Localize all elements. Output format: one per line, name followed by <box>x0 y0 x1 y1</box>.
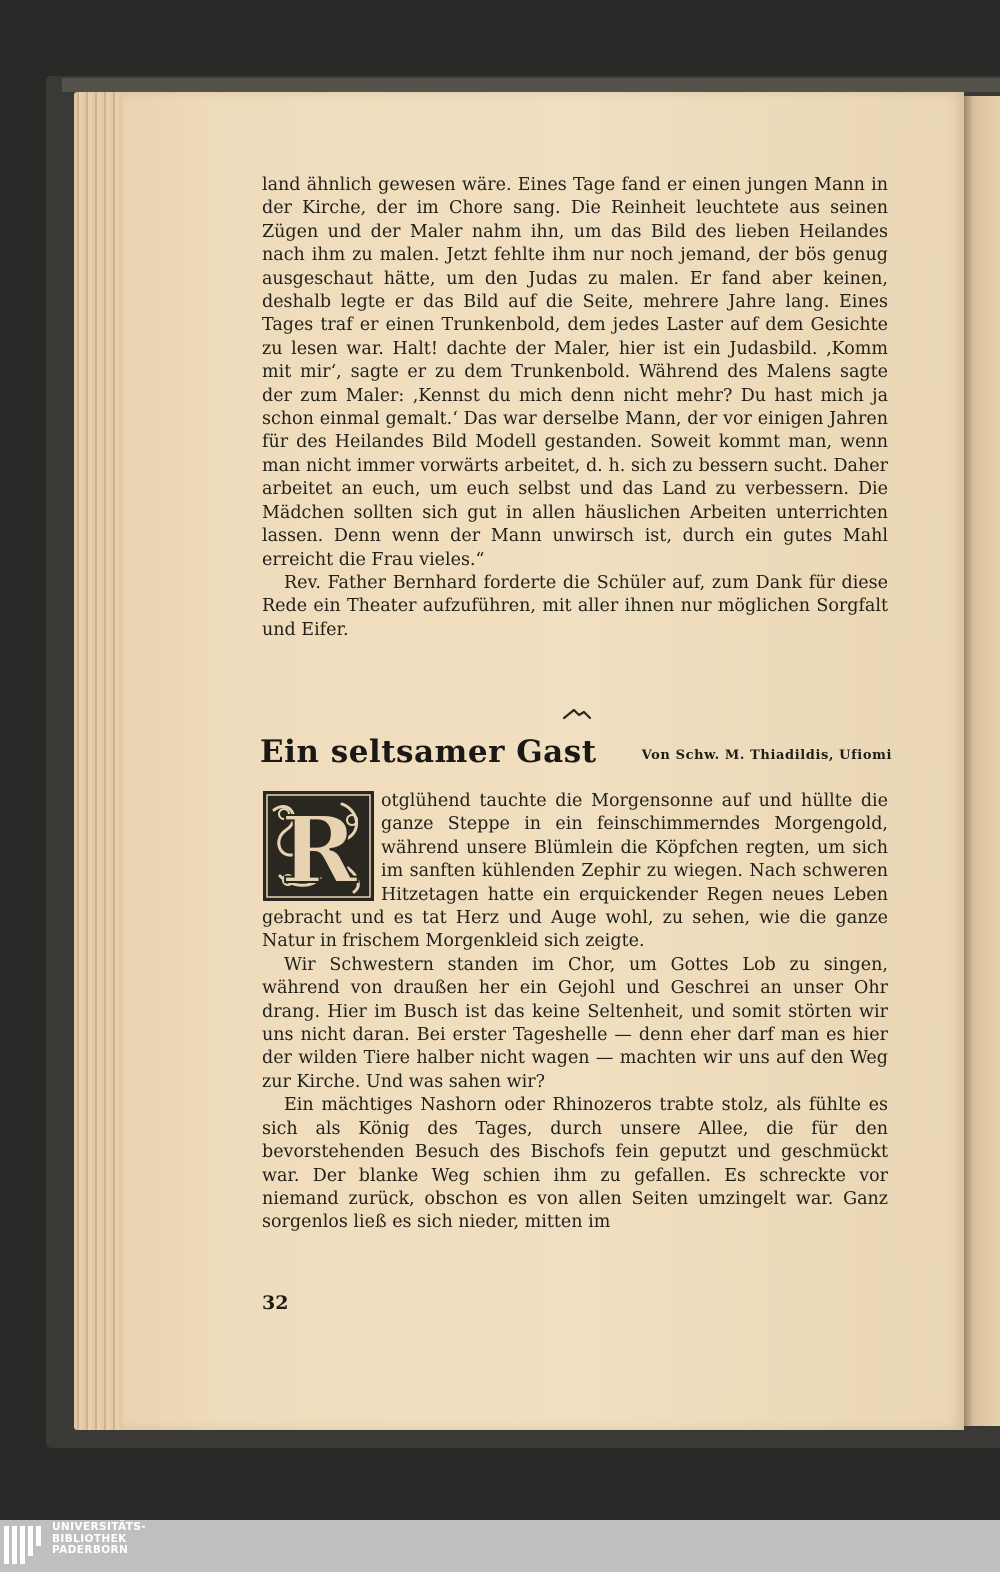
page-number: 32 <box>262 1292 289 1314</box>
article-author: Von Schw. M. Thiadildis, Ufiomi <box>641 748 892 763</box>
article-paragraph: Ein mächtiges Nashorn oder Rhinozeros trabte stolz, als fühlte es sich als König des Tages, durch unsere Allee, die für den bevorstehenden Besuch des Bischofs fein geputzt und geschmückt war. Der blanke Weg schien ihm zu gefallen. Es schreckte vor niemand zurück, obschon es von allen Seiten umzingelt war. Ganz sorgenlos ließ es sich nieder, mitten im <box>262 1095 888 1233</box>
article-paragraph: otglühend tauchte die Morgensonne auf und hüllte die ganze Steppe in ein feinschimmerndes Morgengold, während unsere Blümlein die Köpfchen regten, um sich im sanften kühlenden Zephir zu wiegen. Nach schweren Hitzetagen hatte ein erquickender Regen neues Leben gebracht und es tat Herz und Auge wohl, zu sehen, wie die ganze Natur in frischem Morgenkleid sich zeigte. <box>262 791 888 952</box>
book-page <box>122 92 964 1430</box>
previous-article-continuation <box>262 174 888 642</box>
decorative-initial-icon <box>262 790 375 902</box>
library-logo-icon <box>2 1522 46 1568</box>
article-paragraph: Wir Schwestern standen im Chor, um Gottes Lob zu singen, während von draußen her ein Gejohl und Geschrei an unser Ohr drang. Hier im Busch ist das keine Seltenheit, und somit störten wir uns nicht daran. Bei erster Tageshelle — denn eher darf man es hier der wilden Tiere halber nicht wagen — machten wir uns auf den Weg zur Kirche. Und was sahen wir? <box>262 954 888 1092</box>
article-heading <box>260 734 892 774</box>
article-body <box>262 790 888 1235</box>
facing-page-gutter <box>962 96 1000 1426</box>
body-paragraph: land ähnlich gewesen wäre. Eines Tage fand er einen jungen Mann in der Kirche, der im Chore sang. Die Reinheit leuchtete aus seinen Zügen und der Maler nahm ihn, um das Bild des lieben Heilandes nach ihm zu malen. Jetzt fehlte ihm nur noch jemand, der bös genug ausgeschaut hätte, um den Judas zu malen. Er fand aber keinen, deshalb legte er das Bild auf die Seite, mehrere Jahre lang. Eines Tages traf er einen Trunkenbold, dem jedes Laster auf dem Gesichte zu lesen war. Halt! dachte der Maler, hier ist ein Judasbild. ‚Komm mit mir‘, sagte er zu dem Trunkenbold. Während des Malens sagte der zum Maler: ‚Kennst du mich denn nicht mehr? Du hast mich ja schon einmal gemalt.‘ Das war derselbe Mann, der vor einigen Jahren für des Heilandes Bild Modell gestanden. Soweit kommt man, wenn man nicht immer vorwärts arbeitet, d. h. sich zu bessern sucht. Daher arbeitet an euch, um euch selbst und das Land zu verbessern. Die Mädchen sollten sich gut in allen häuslichen Arbeiten unterrichten lassen. Denn wenn der Mann unwirsch ist, durch ein gutes Mahl erreicht die Frau vieles.“ <box>262 175 888 570</box>
article-title: Ein seltsamer Gast <box>260 734 597 770</box>
footer-bar <box>0 1520 1000 1572</box>
decorative-initial <box>262 790 375 902</box>
library-name-line: BIBLIOTHEK <box>52 1532 127 1545</box>
library-name-line: PADERBORN <box>52 1544 129 1556</box>
body-paragraph: Rev. Father Bernhard forderte die Schüler auf, zum Dank für diese Rede ein Theater aufzuführen, mit aller ihnen nur möglichen Sorgfalt und Eifer. <box>262 572 888 640</box>
initial-letter: R <box>280 796 358 902</box>
library-name <box>52 1522 146 1557</box>
ornament-divider-icon <box>562 707 592 721</box>
book-cover-edge <box>62 78 1000 92</box>
library-name-line: UNIVERSITÄTS- <box>52 1521 147 1533</box>
